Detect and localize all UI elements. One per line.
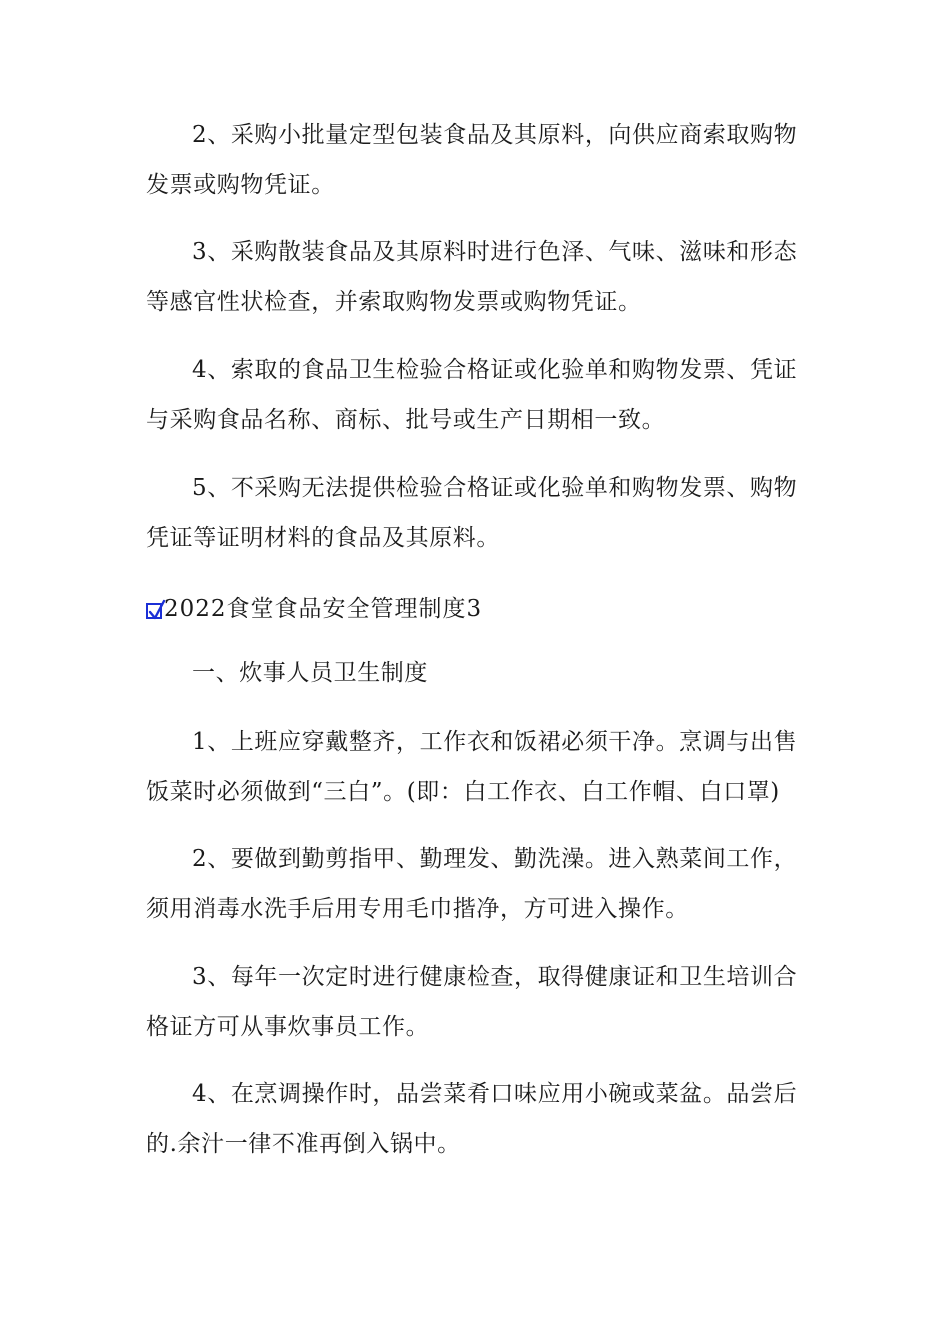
paragraph-line: 4、在烹调操作时，品尝菜肴口味应用小碗或菜盆。品尝后 [192, 1081, 798, 1107]
paragraph-line: 5、不采购无法提供检验合格证或化验单和购物发票、购物 [192, 475, 798, 501]
section-heading [146, 586, 482, 626]
paragraph-line: 等感官性状检查，并索取购物发票或购物凭证。 [146, 289, 642, 315]
paragraph-certificate-consistency [146, 345, 806, 445]
paragraph-line: 发票或购物凭证。 [146, 172, 335, 198]
paragraph-tasting-rule [146, 1069, 806, 1169]
paragraph-purchase-bulk [146, 227, 806, 327]
paragraph-line: 饭菜时必须做到“三白”。(即：白工作衣、白工作帽、白口罩) [146, 779, 780, 805]
paragraph-dress-code [146, 717, 806, 817]
paragraph-line: 4、索取的食品卫生检验合格证或化验单和购物发票、凭证 [192, 357, 798, 383]
paragraph-line: 与采购食品名称、商标、批号或生产日期相一致。 [146, 407, 666, 433]
paragraph-personal-hygiene [146, 834, 806, 934]
paragraph-purchase-small-batch [146, 110, 806, 210]
paragraph-line: 凭证等证明材料的食品及其原料。 [146, 525, 500, 551]
heading-text: 2022食堂食品安全管理制度3 [164, 595, 483, 622]
paragraph-line: 3、每年一次定时进行健康检查，取得健康证和卫生培训合 [192, 964, 798, 990]
paragraph-no-uncertified-purchase [146, 463, 806, 563]
paragraph-line: 2、要做到勤剪指甲、勤理发、勤洗澡。进入熟菜间工作， [192, 846, 798, 872]
paragraph-line: 2、采购小批量定型包装食品及其原料，向供应商索取购物 [192, 122, 798, 148]
paragraph-line: 3、采购散装食品及其原料时进行色泽、气味、滋味和形态 [192, 239, 798, 265]
paragraph-health-check [146, 952, 806, 1052]
paragraph-line: 格证方可从事炊事员工作。 [146, 1014, 430, 1040]
paragraph-line: 1、上班应穿戴整齐，工作衣和饭裙必须干净。烹调与出售 [192, 729, 798, 755]
subsection-title [146, 648, 806, 698]
paragraph-line: 的.余汁一律不准再倒入锅中。 [146, 1131, 461, 1157]
subsection-title-text: 一、炊事人员卫生制度 [192, 660, 428, 686]
paragraph-line: 须用消毒水洗手后用专用毛巾揩净，方可进入操作。 [146, 896, 689, 922]
checkbox-checked-icon [146, 603, 162, 619]
